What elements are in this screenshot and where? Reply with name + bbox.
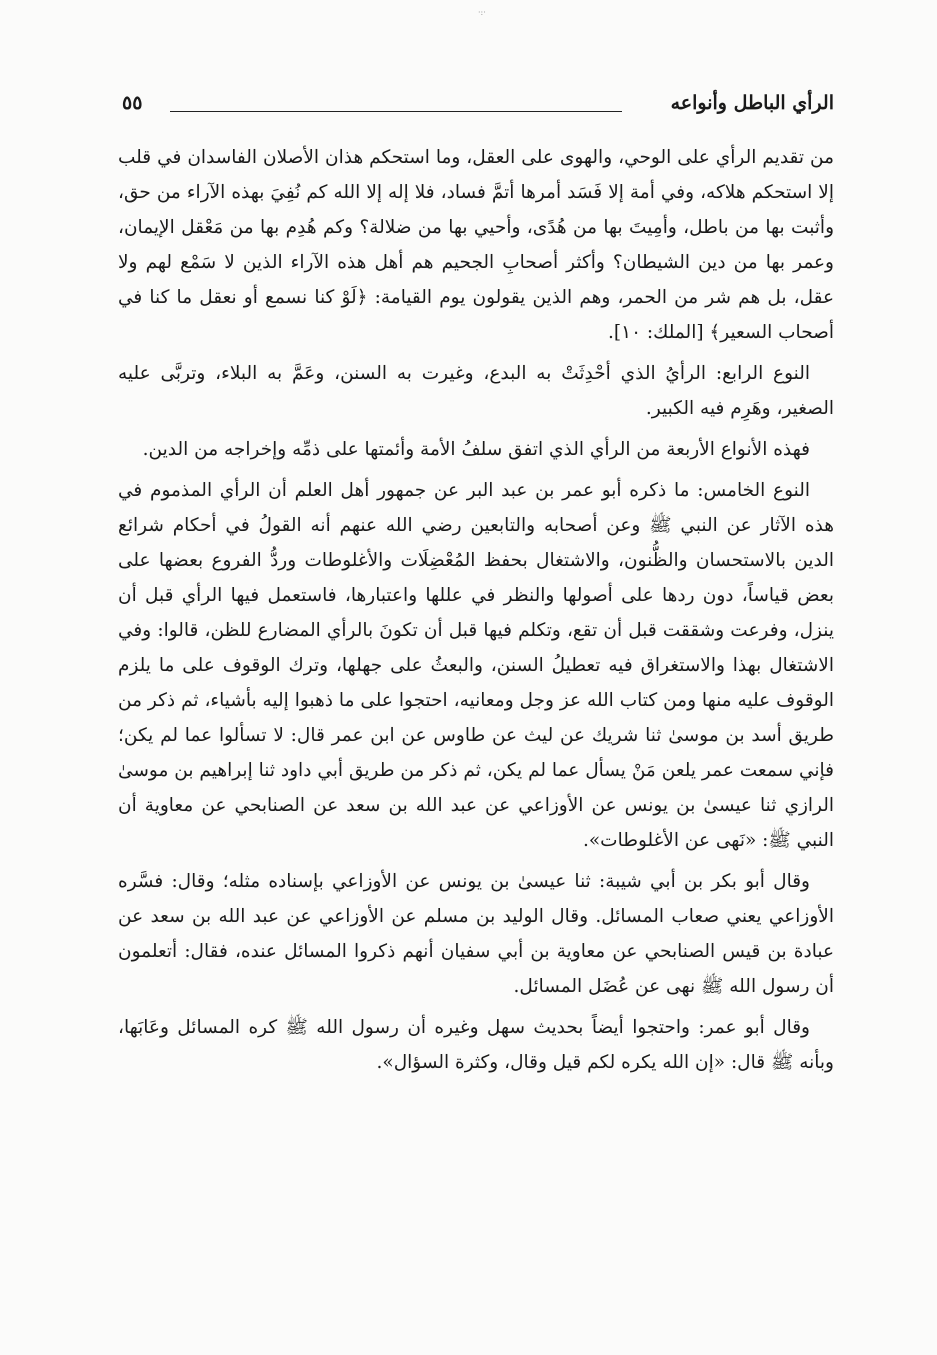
paragraph-4: النوع الخامس: ما ذكره أبو عمر بن عبد البر عن جمهور أهل العلم أن الرأي المذموم في هذه الآثار عن النبي ﷺ وعن أصحابه والتابعين رضي الله عنهم أنه القولُ في أحكام شرائع الدين بالاستحسان والظُّنون، والاشتغال بحفظ المُعْضِلَات والأغلوطات وردُّ الفروع بعضها على بعض قياساً، دون ردها على أصولها والنظر في عللها واعتبارها، فاستعمل فيها الرأي قبل أن ينزل، وفرعت وشققت قبل أن تقع، وتكلم فيها قبل أن تكونَ بالرأي المضارع للظن، قالوا: وفي الاشتغال بهذا والاستغراق فيه تعطيلُ السنن، والبعثُ على جهلها، وترك الوقوف على ما يلزم الوقوف عليه منها ومن كتاب الله عز وجل ومعانيه، احتجوا على ما ذهبوا إليه بأشياء، ثم ذكر من طريق أسد بن موسىٰ ثنا شريك عن ليث عن طاوس عن ابن عمر قال: لا تسألوا عما لم يكن؛ فإني سمعت عمر يلعن مَنْ يسأل عما لم يكن، ثم ذكر من طريق أبي داود ثنا إبراهيم بن موسىٰ الرازي ثنا عيسىٰ بن يونس عن الأوزاعي عن عبد الله بن سعد عن الصنابحي عن معاوية أن النبي ﷺ: «نَهى عن الأغلوطات». [118, 480, 834, 851]
page-number: ٥٥ [122, 92, 143, 114]
book-page [118, 84, 834, 1294]
paragraph-3: فهذه الأنواع الأربعة من الرأي الذي اتفق سلفُ الأمة وأئمتها على ذمِّه وإخراجه من الدين. [142, 439, 810, 460]
paragraph-6: وقال أبو عمر: واحتجوا أيضاً بحديث سهل وغيره أن رسول الله ﷺ كره المسائل وعَابَها، وبأنه ﷺ قال: «إن الله يكره لكم قيل وقال، وكثرة السؤال». [118, 1017, 834, 1073]
paragraph-1: من تقديم الرأي على الوحي، والهوى على العقل، وما استحكم هذان الأصلان الفاسدان في قلب إلا استحكم هلاكه، وفي أمة إلا فَسَد أمرها أتمَّ فساد، فلا إله إلا الله كم نُفِيَ بهذه الآراء من حق، وأثبت بها من باطل، وأمِيتَ بها من هُدًى، وأحيي بها من ضلالة؟ وكم هُدِم بها من مَعْقل الإيمان، وعمر بها من دين الشيطان؟ وأكثر أصحابِ الجحيم هم أهل هذه الآراء الذين لا سَمْع لهم ولا عقل، بل هم شر من الحمر، وهم الذين يقولون يوم القيامة: ﴿لَوْ كنا نسمع أو نعقل ما كنا في أصحاب السعير﴾ [الملك: ١٠]. [118, 147, 834, 343]
body-text [118, 140, 834, 1080]
paragraph-2: النوع الرابع: الرأيُ الذي أحْدِثَتْ به البدع، وغيرت به السنن، وعَمَّ به البلاء، وتربَّى عليه الصغير، وهَرِم فيه الكبير. [118, 363, 834, 419]
scan-speck: ·:· [478, 8, 486, 17]
running-header [118, 92, 834, 122]
paragraph-5: وقال أبو بكر بن أبي شيبة: ثنا عيسىٰ بن يونس عن الأوزاعي بإسناده مثله؛ وقال: فسَّره الأوزاعي يعني صعاب المسائل. وقال الوليد بن مسلم عن الأوزاعي عن عبد الله بن سعد عن عبادة بن قيس الصنابحي عن معاوية بن أبي سفيان أنهم ذكروا المسائل عنده، فقال: أتعلمون أن رسول الله ﷺ نهى عن عُضَل المسائل. [118, 871, 834, 997]
header-title: الرأي الباطل وأنواعه [670, 92, 834, 114]
header-rule [170, 111, 622, 112]
